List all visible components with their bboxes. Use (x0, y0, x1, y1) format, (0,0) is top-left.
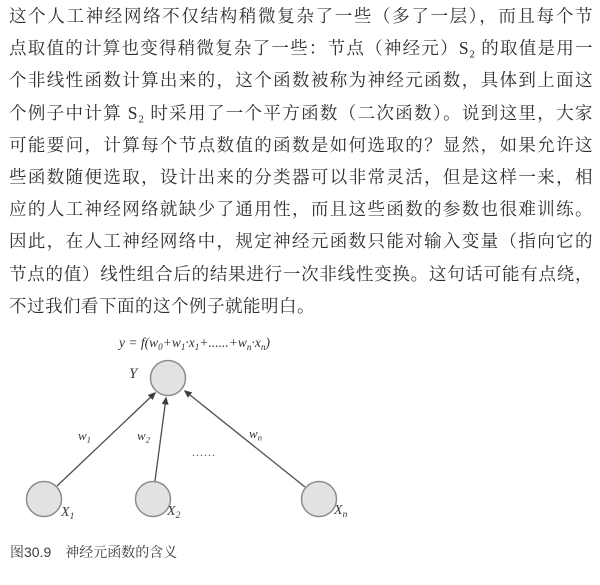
input-node-circle-1 (27, 482, 62, 517)
paragraph-line: 个例子中计算 S₂ 时采用了一个平方函数（二次函数）。说到这里，大家 (9, 102, 593, 123)
caption-text: 神经元函数的含义 (65, 544, 178, 560)
paragraph-line: 不过我们看下面的这个例子就能明白。 (9, 295, 315, 316)
body-text (9, 0, 593, 322)
paragraph-line: 应的人工神经网络就缺少了通用性，而且这些函数的参数也很难训练。 (9, 199, 593, 220)
figure-caption (10, 542, 177, 562)
paragraph-line: 可能要问，计算每个节点数值的函数是如何选取的？显然，如果允许这 (9, 134, 593, 155)
weight-arrow-2 (155, 398, 166, 481)
weight-arrow-n (185, 391, 305, 487)
weight-label-1: $w_1$ (78, 428, 92, 445)
paragraph-line: 这个人工神经网络不仅结构稍微复杂了一些（多了一层），而且每个节 (9, 6, 593, 26)
neuron-formula: $y = f(w_0+w_1\cdot x_1+......+w_n\cdot x_n)$ (119, 335, 270, 352)
input-node-label-1: $X_1$ (61, 505, 75, 522)
caption-number: 图30.9 (10, 544, 52, 560)
paragraph-line: 因此，在人工神经网络中，规定神经元函数只能对输入变量（指向它的 (9, 231, 593, 252)
input-node-label-n: $X_n$ (334, 503, 348, 520)
weight-label-n: $w_n$ (249, 426, 263, 443)
neuron-diagram (0, 335, 600, 547)
paragraph-line: 个非线性函数计算出来的，这个函数被称为神经元函数，具体到上面这 (9, 70, 593, 91)
input-node-label-2: $X_2$ (167, 504, 181, 521)
ellipsis-label: ...... (192, 445, 216, 459)
output-node-circle (151, 361, 186, 396)
weight-label-2: $w_2$ (137, 428, 151, 445)
paragraph-line: 节点的值）线性组合后的结果进行一次非线性变换。这句话可能有点绕， (9, 263, 593, 284)
input-node-circle-n (302, 482, 337, 517)
paragraph-line: 些函数随便选取，设计出来的分类器可以非常灵活，但是这样一来，相 (9, 166, 593, 187)
output-node-label: Y (129, 366, 138, 382)
paragraph-line: 点取值的计算也变得稍微复杂了一些：节点（神经元）S₂ 的取值是用一 (9, 38, 593, 59)
input-node-circle-2 (136, 482, 171, 517)
